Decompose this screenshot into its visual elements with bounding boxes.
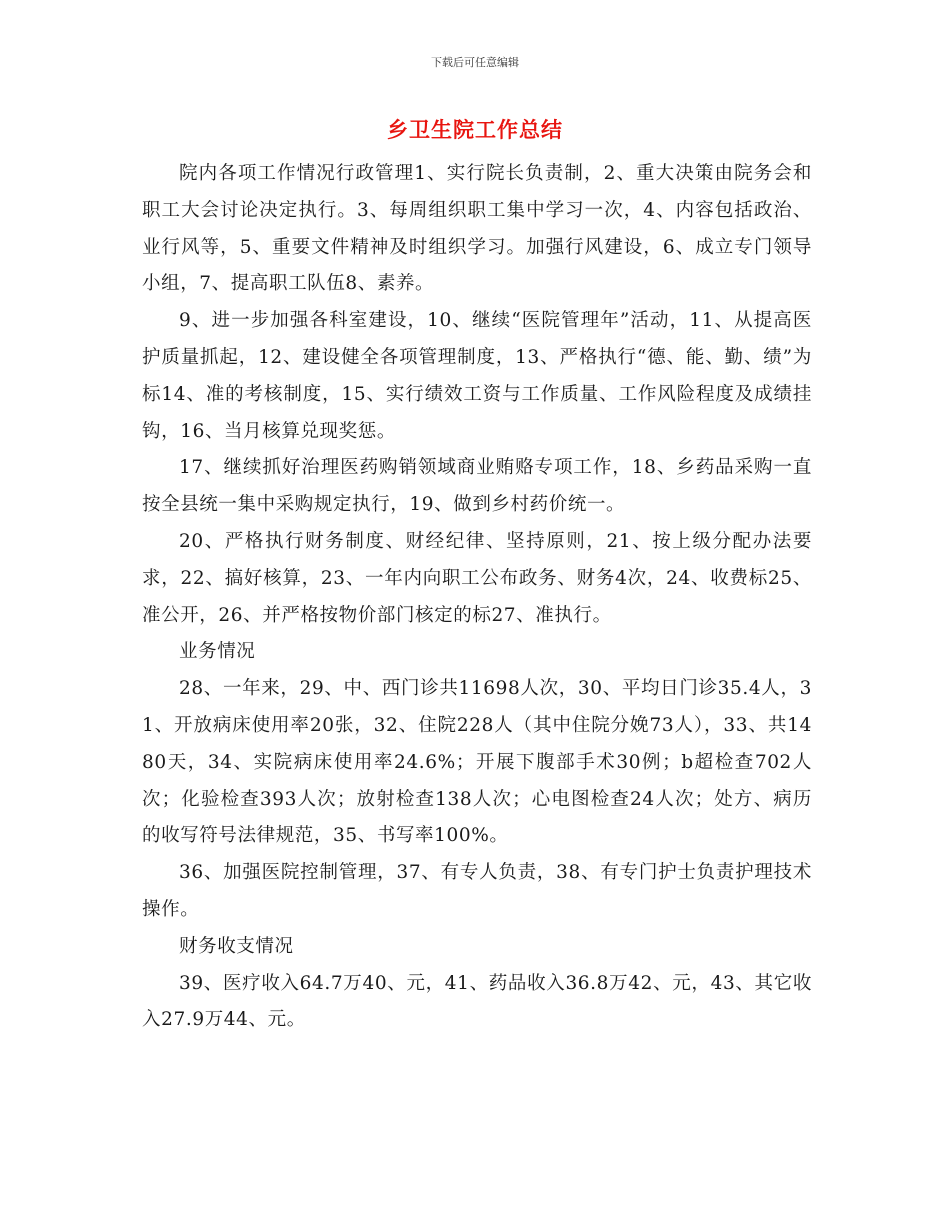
document-body — [142, 156, 812, 1039]
section-heading-finance: 财务收支情况 — [179, 935, 294, 957]
document-title: 乡卫生院工作总结 — [387, 118, 563, 142]
paragraph-business-stats: 28、一年来，29、中、西门诊共11698人次，30、平均日门诊35.4人，31、开放病床使用率20张，32、住院228人（其中住院分娩73人），33、共1480天，34、实院病床使用率24.6%；开展下腹部手术30例；b超检查702人次；化验检查393人次；放射检查138人次；心电图检查24人次；处方、病历的收写符号法律规范，35、书写率100%。 — [142, 678, 812, 847]
paragraph-departments: 9、进一步加强各科室建设，10、继续“医院管理年”活动，11、从提高医护质量抓起，12、建设健全各项管理制度，13、严格执行“德、能、勤、绩”为标14、准的考核制度，15、实行绩效工资与工作质量、工作风险程度及成绩挂钩，16、当月核算兑现奖惩。 — [142, 310, 812, 442]
section-heading-business: 业务情况 — [179, 641, 256, 663]
paragraph-control: 36、加强医院控制管理，37、有专人负责，38、有专门护士负责护理技术操作。 — [142, 862, 812, 920]
paragraph-finance-rules: 20、严格执行财务制度、财经纪律、坚持原则，21、按上级分配办法要求，22、搞好核算，23、一年内向职工公布政务、财务4次，24、收费标25、准公开，26、并严格按物价部门核定的标27、准执行。 — [142, 530, 812, 626]
paragraph-admin: 院内各项工作情况行政管理1、实行院长负责制，2、重大决策由院务会和职工大会讨论决定执行。3、每周组织职工集中学习一次，4、内容包括政治、业行风等，5、重要文件精神及时组织学习。加强行风建设，6、成立专门领导小组，7、提高职工队伍8、素养。 — [142, 163, 812, 295]
paragraph-procurement: 17、继续抓好治理医药购销领域商业贿赂专项工作，18、乡药品采购一直按全县统一集中采购规定执行，19、做到乡村药价统一。 — [142, 457, 812, 516]
paragraph-income: 39、医疗收入64.7万40、元，41、药品收入36.8万42、元，43、其它收入27.9万44、元。 — [142, 972, 812, 1031]
header-note: 下载后可任意编辑 — [431, 56, 519, 69]
